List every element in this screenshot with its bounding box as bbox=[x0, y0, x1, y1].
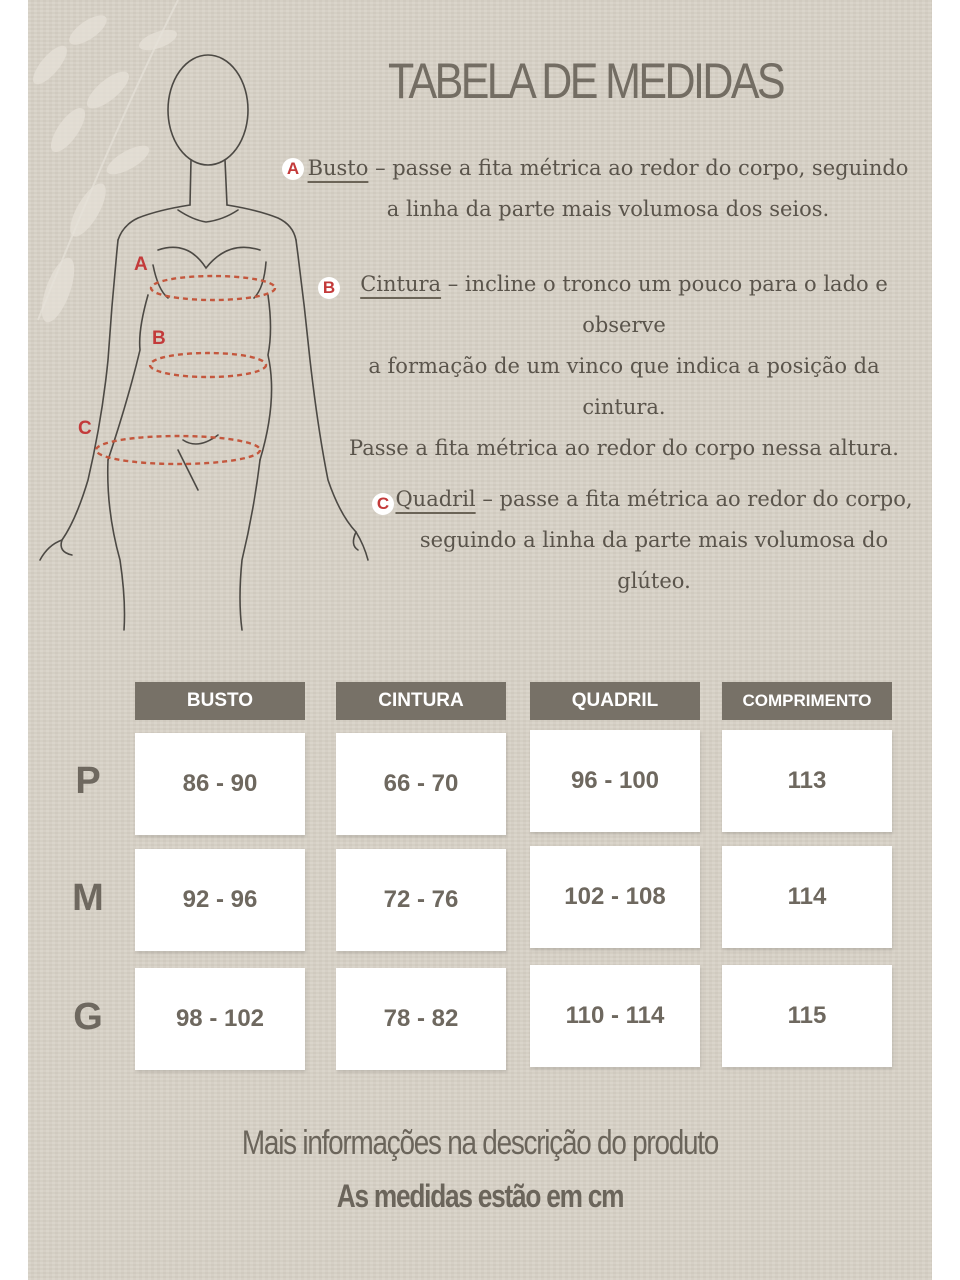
table-cell: 114 bbox=[722, 846, 892, 948]
busto-term: Busto bbox=[307, 156, 369, 180]
busto-instruction bbox=[298, 148, 918, 230]
badge-c: C bbox=[372, 493, 394, 515]
quadril-line-1: – passe a fita métrica ao redor do corpo, bbox=[475, 487, 913, 511]
busto-line-2: a linha da parte mais volumosa dos seios. bbox=[386, 197, 830, 221]
table-cell: 86 - 90 bbox=[135, 733, 305, 835]
size-label-g: G bbox=[73, 996, 103, 1038]
table-cell: 110 - 114 bbox=[530, 965, 700, 1067]
cintura-line-1: – incline o tronco um pouco para o lado e bbox=[441, 272, 888, 296]
figure-label-a: A bbox=[134, 254, 148, 275]
table-cell: 115 bbox=[722, 965, 892, 1067]
figure-label-b: B bbox=[152, 328, 166, 349]
table-cell: 72 - 76 bbox=[336, 849, 506, 951]
size-chart-sheet bbox=[28, 0, 932, 1280]
cintura-line-3: a formação de um vinco que indica a posição da cintura. bbox=[368, 354, 880, 419]
cintura-line-4: Passe a fita métrica ao redor do corpo nessa altura. bbox=[349, 436, 899, 460]
column-header-quadril: QUADRIL bbox=[530, 682, 700, 720]
footer-units: As medidas estão em cm bbox=[336, 1178, 624, 1214]
table-cell: 98 - 102 bbox=[135, 968, 305, 1070]
badge-a: A bbox=[282, 158, 304, 180]
badge-b: B bbox=[318, 277, 340, 299]
column-header-busto: BUSTO bbox=[135, 682, 305, 720]
quadril-instruction bbox=[384, 479, 924, 602]
cintura-line-2: observe bbox=[582, 313, 666, 337]
table-cell: 66 - 70 bbox=[336, 733, 506, 835]
size-label-p: P bbox=[75, 760, 101, 802]
table-cell: 78 - 82 bbox=[336, 968, 506, 1070]
table-cell: 96 - 100 bbox=[530, 730, 700, 832]
table-cell: 92 - 96 bbox=[135, 849, 305, 951]
column-header-cintura: CINTURA bbox=[336, 682, 506, 720]
cintura-term: Cintura bbox=[360, 272, 442, 296]
quadril-line-2: seguindo a linha da parte mais volumosa do bbox=[419, 528, 889, 552]
quadril-line-3: glúteo. bbox=[617, 569, 691, 593]
figure-label-c: C bbox=[78, 418, 92, 439]
column-header-comprimento: COMPRIMENTO bbox=[722, 682, 892, 720]
cintura-instruction bbox=[324, 264, 924, 469]
quadril-term: Quadril bbox=[395, 487, 476, 511]
table-cell: 102 - 108 bbox=[530, 846, 700, 948]
size-label-m: M bbox=[72, 877, 104, 919]
busto-line-1: – passe a fita métrica ao redor do corpo, seguindo bbox=[368, 156, 909, 180]
table-cell: 113 bbox=[722, 730, 892, 832]
page-title: TABELA DE MEDIDAS bbox=[388, 53, 784, 109]
footer-info: Mais informações na descrição do produto bbox=[241, 1124, 719, 1162]
